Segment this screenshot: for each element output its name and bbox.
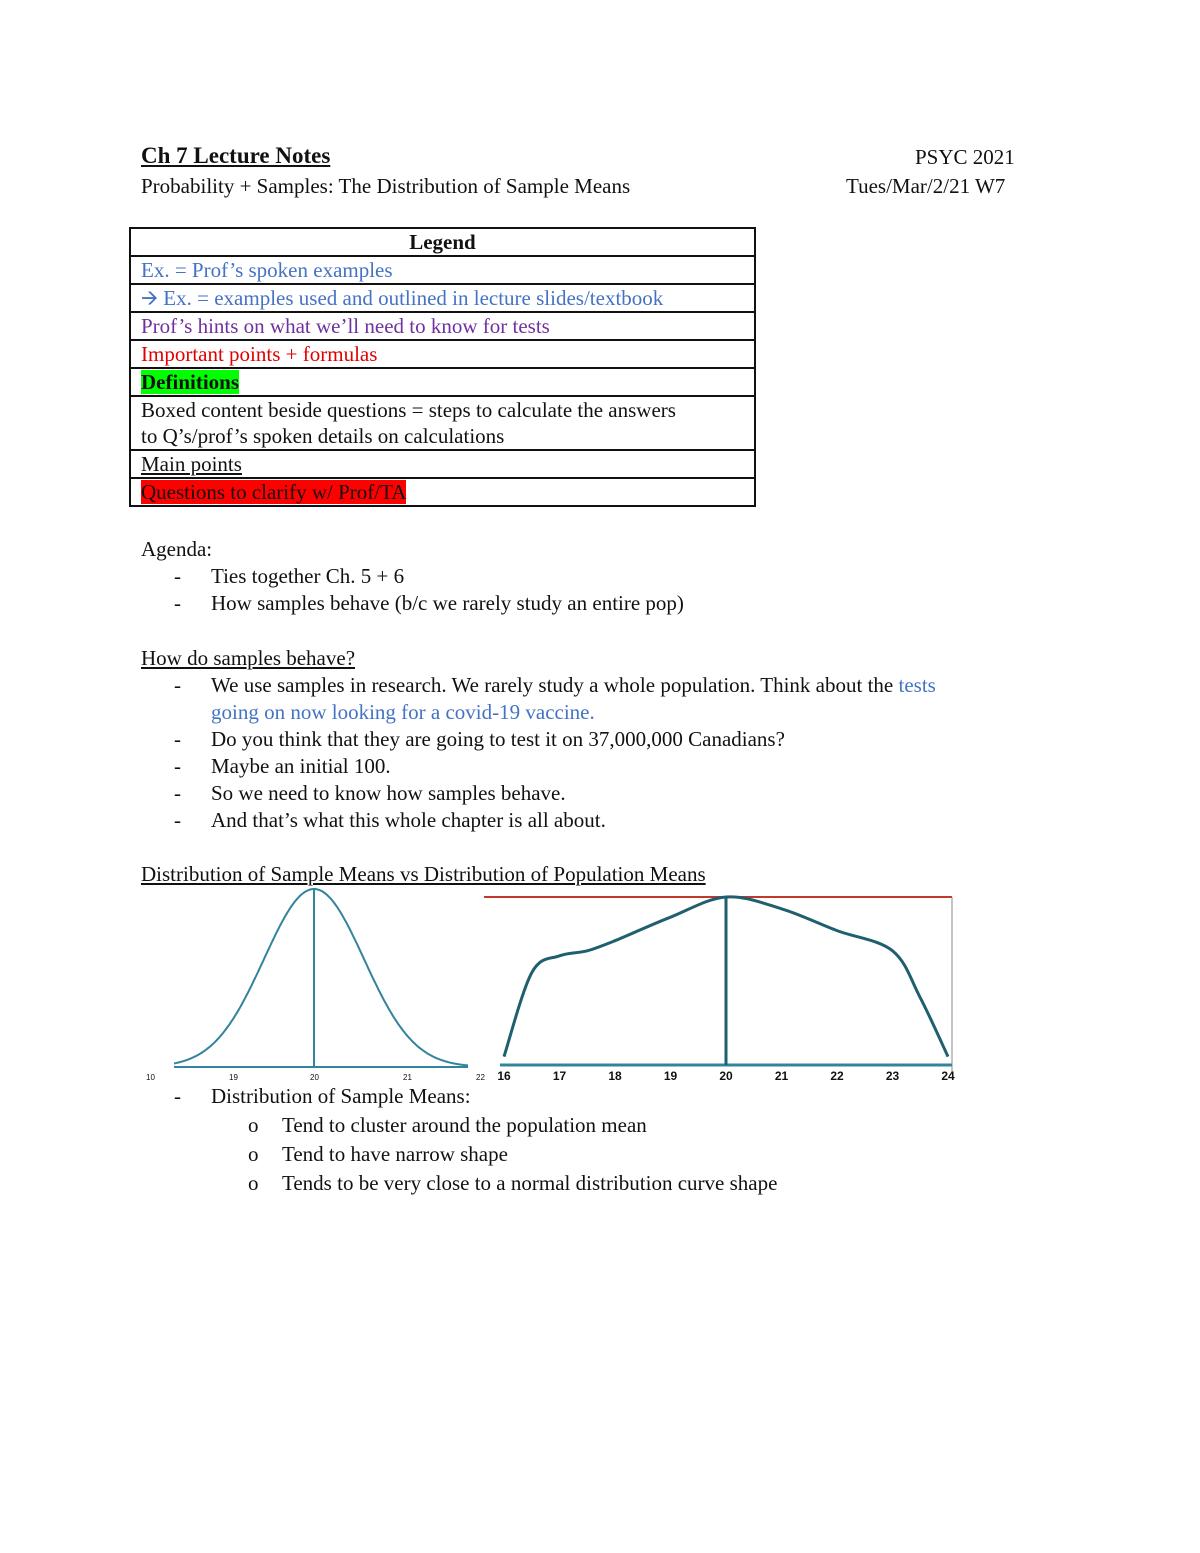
bullet-circle: o: [248, 1142, 259, 1166]
legend-row-important: Important points + formulas: [130, 340, 755, 368]
bullet-dash: -: [174, 727, 181, 751]
page-title: Ch 7 Lecture Notes: [141, 143, 331, 168]
distribution-subitem: Tend to have narrow shape: [282, 1142, 508, 1166]
legend-heading: Legend: [130, 228, 755, 256]
x-tick-label: 21: [403, 1073, 412, 1082]
distribution-subitem: Tend to cluster around the population mean: [282, 1113, 647, 1137]
x-tick-label: 20: [310, 1073, 319, 1082]
behave-item-4: So we need to know how samples behave.: [211, 781, 566, 805]
legend-row-main-points: [130, 450, 755, 478]
legend-row-definitions: [130, 368, 755, 396]
behave-item-1-continued: going on now looking for a covid-19 vaccine.: [211, 700, 595, 724]
lecture-date: Tues/Mar/2/21 W7: [846, 174, 1006, 198]
agenda-item: How samples behave (b/c we rarely study an entire pop): [211, 591, 684, 615]
bullet-dash: -: [174, 754, 181, 778]
bullet-circle: o: [248, 1171, 259, 1195]
bullet-dash: -: [174, 564, 181, 588]
bullet-dash: -: [174, 591, 181, 615]
legend-row-slide-examples: 🡪 Ex. = examples used and outlined in lecture slides/textbook: [130, 284, 755, 312]
x-tick-label: 22: [830, 1069, 844, 1083]
x-tick-label: 24: [941, 1069, 955, 1083]
behave-item-1-text: We use samples in research. We rarely study a whole population. Think about the: [211, 673, 899, 697]
x-tick-label: 16: [497, 1069, 511, 1083]
bullet-circle: o: [248, 1113, 259, 1137]
x-tick-label: 17: [552, 1069, 567, 1083]
main-points-label: Main points: [141, 452, 242, 476]
bullet-dash: -: [174, 808, 181, 832]
behave-item-1: [211, 672, 936, 699]
x-tick-label: 20: [719, 1069, 733, 1083]
legend-row-questions: [130, 478, 755, 506]
bullet-dash: -: [174, 781, 181, 805]
behave-item-5: And that’s what this whole chapter is all about.: [211, 808, 606, 832]
x-tick-label: 21: [774, 1069, 789, 1083]
legend-table: [129, 227, 756, 507]
x-tick-label: 18: [608, 1069, 622, 1083]
agenda-item: Ties together Ch. 5 + 6: [211, 564, 405, 588]
behave-item-2: Do you think that they are going to test it on 37,000,000 Canadians?: [211, 727, 785, 751]
definitions-highlight: Definitions: [141, 370, 240, 394]
agenda-label: Agenda:: [141, 537, 213, 561]
course-code: PSYC 2021: [915, 145, 1015, 169]
distribution-bullet: Distribution of Sample Means:: [211, 1084, 471, 1108]
x-tick-label: 23: [885, 1069, 900, 1083]
bullet-dash: -: [174, 1084, 181, 1108]
legend-row-spoken-examples: Ex. = Prof’s spoken examples: [130, 256, 755, 284]
bullet-dash: -: [174, 673, 181, 697]
population-means-chart: [480, 884, 956, 1084]
x-tick-label: 10: [146, 1073, 155, 1082]
legend-row-boxed-content: [130, 396, 755, 450]
normal-curve: [174, 889, 468, 1065]
boxed-line-2: to Q’s/prof’s spoken details on calculations: [141, 424, 505, 448]
boxed-line-1: Boxed content beside questions = steps to calculate the answers: [141, 398, 676, 422]
sample-means-chart: [138, 884, 485, 1084]
questions-highlight: Questions to clarify w/ Prof/TA: [141, 480, 407, 504]
x-tick-label: 19: [229, 1073, 238, 1082]
distribution-heading: Distribution of Sample Means vs Distribution of Population Means: [141, 862, 706, 886]
behave-heading: How do samples behave?: [141, 646, 356, 670]
distribution-subitem: Tends to be very close to a normal distribution curve shape: [282, 1171, 778, 1195]
behave-item-3: Maybe an initial 100.: [211, 754, 391, 778]
page-subtitle: Probability + Samples: The Distribution of Sample Means: [141, 174, 631, 198]
x-tick-label: 19: [663, 1069, 678, 1083]
x-tick-label: 22: [476, 1073, 485, 1082]
legend-row-hints: Prof’s hints on what we’ll need to know for tests: [130, 312, 755, 340]
behave-item-1-blue: tests: [898, 673, 936, 697]
